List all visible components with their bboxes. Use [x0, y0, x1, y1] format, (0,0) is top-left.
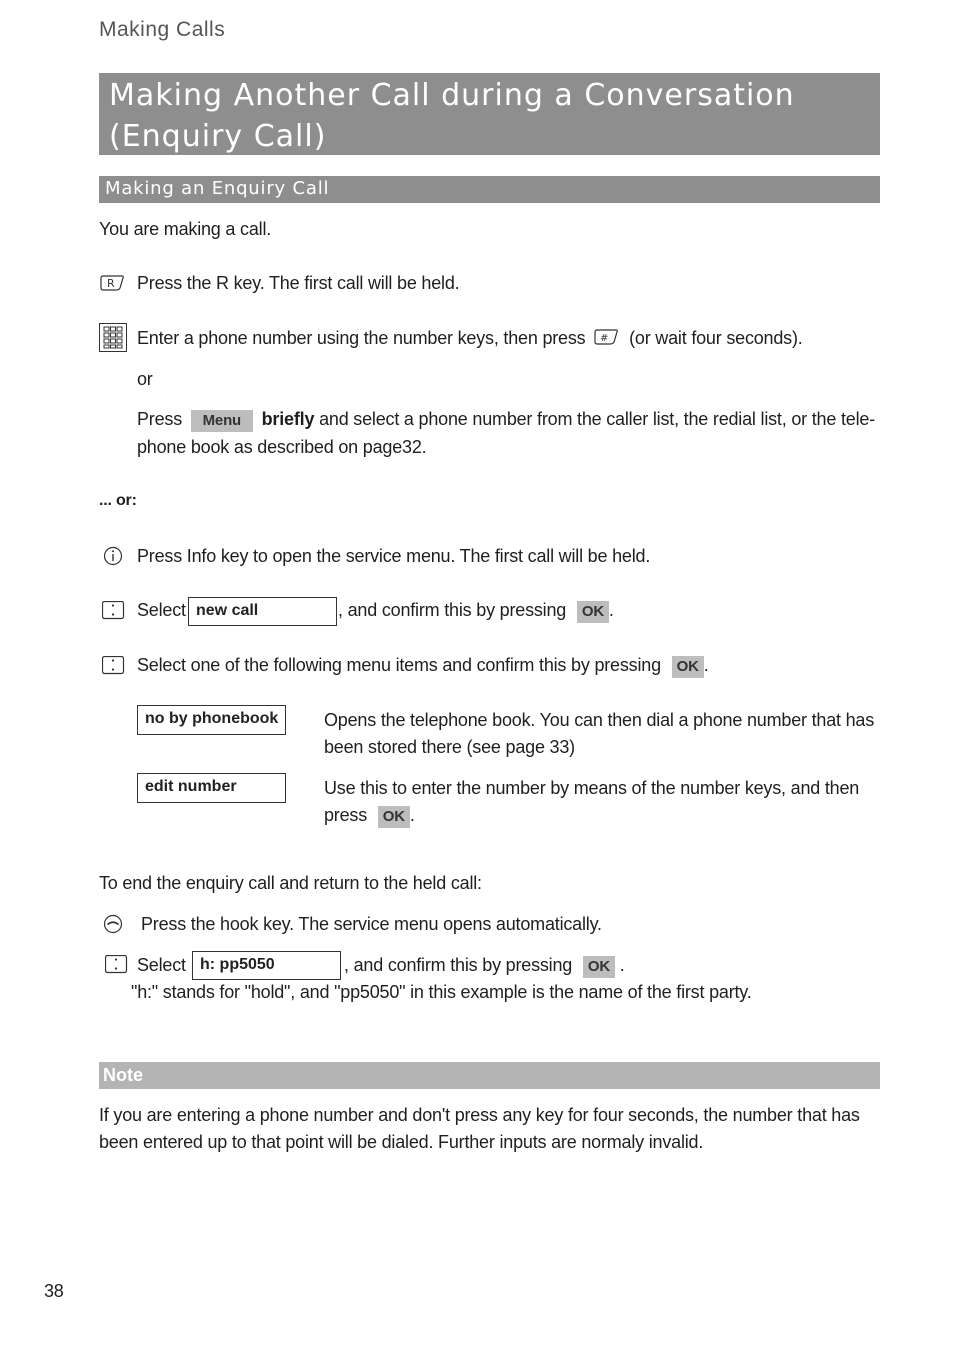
step-select-one: Select one of the following menu items and confirm this by pressing OK .: [137, 655, 709, 678]
option-desc: press OK .: [324, 805, 415, 828]
end-intro: To end the enquiry call and return to the held call:: [99, 873, 482, 893]
hook-key-icon: [103, 914, 124, 935]
confirm-text: , and confirm this by pressing OK .: [344, 955, 625, 978]
info-key-icon: [103, 546, 124, 567]
keypad-icon: [99, 323, 128, 353]
or-text: or: [137, 369, 153, 389]
option-desc: Use this to enter the number by means of the number keys, and then: [324, 778, 860, 798]
r-key-icon: [100, 273, 126, 293]
alt-or-label: ... or:: [99, 492, 137, 509]
svg-text:R: R: [107, 277, 115, 290]
ok-key: OK: [672, 656, 704, 678]
nav-key-icon: [105, 955, 128, 974]
note-text: If you are entering a phone number and don't press any key for four seconds, the number that has: [99, 1105, 860, 1125]
option-field: no by phonebook: [137, 705, 286, 735]
step-press-menu: Press Menu briefly and select a phone number from the caller list, the redial list, or the tele-: [137, 409, 875, 432]
nav-key-icon: [102, 656, 125, 675]
page-title: Making Another Call during a Conversation (Enquiry Call): [109, 78, 795, 154]
subsection-bar: [99, 176, 880, 203]
option-field: edit number: [137, 773, 286, 803]
note-label: Note: [103, 1065, 143, 1085]
select-label: Select: [137, 600, 186, 620]
menu-key: Menu: [191, 410, 253, 432]
confirm-text: , and confirm this by pressing OK .: [338, 600, 614, 623]
ok-key: OK: [378, 806, 410, 828]
new-call-field: new call: [188, 597, 337, 626]
page-number: 38: [44, 1281, 64, 1301]
note-bar: [99, 1062, 880, 1089]
hold-field: h: pp5050: [192, 951, 341, 980]
section-label: Making Calls: [99, 18, 226, 41]
step-r-key: Press the R key. The first call will be held.: [137, 273, 460, 293]
option-desc: Opens the telephone book. You can then dial a phone number that has: [324, 710, 875, 730]
page-title-bar: [99, 73, 880, 155]
step-info: Press Info key to open the service menu. The first call will be held.: [137, 546, 651, 566]
hash-key-icon: [594, 328, 620, 346]
step-enter: Enter a phone number using the number keys, then press # (or wait four seconds).: [137, 328, 803, 348]
option-desc: been stored there (see page 33): [324, 737, 575, 757]
step-hook: Press the hook key. The service menu opens automatically.: [141, 914, 602, 934]
intro-text: You are making a call.: [99, 219, 272, 239]
svg-text:#: #: [600, 333, 609, 344]
nav-key-icon: [102, 601, 125, 620]
subsection-title: Making an Enquiry Call: [105, 178, 330, 199]
step-press-menu-cont: phone book as described on page32.: [137, 437, 427, 457]
ok-key: OK: [577, 601, 609, 623]
ok-key: OK: [583, 956, 615, 978]
hold-explanation: "h:" stands for "hold", and "pp5050" in this example is the name of the first party.: [131, 982, 752, 1002]
select-label: Select: [137, 955, 186, 975]
note-text: been entered up to that point will be dialed. Further inputs are normaly invalid.: [99, 1132, 704, 1152]
